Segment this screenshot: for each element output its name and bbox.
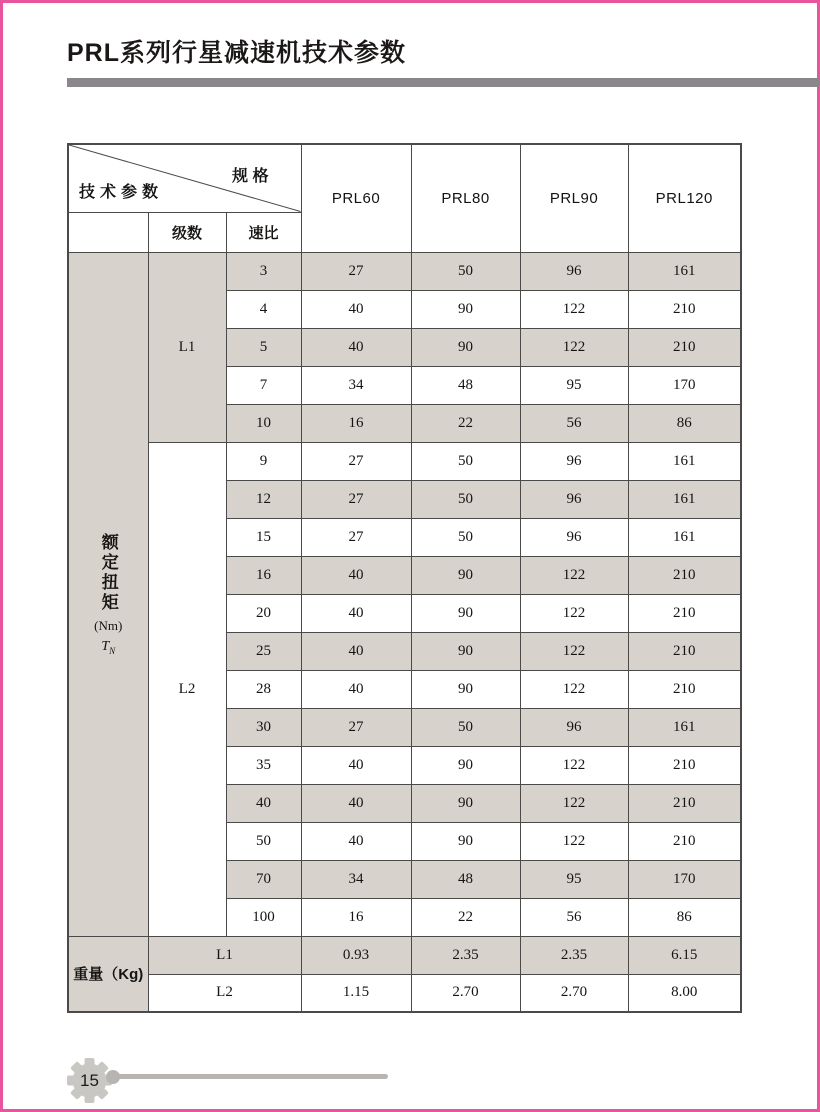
subheader-stage: 级数 — [148, 212, 226, 252]
value-cell: 22 — [411, 898, 520, 936]
column-header-prl90: PRL90 — [520, 144, 628, 252]
torque-unit: (Nm) — [94, 617, 123, 633]
value-cell: 210 — [628, 594, 741, 632]
page-title: PRL系列行星减速机技术参数 — [67, 39, 407, 67]
value-cell: 27 — [301, 480, 411, 518]
footer-rule-line — [116, 1074, 388, 1079]
weight-value-cell: 8.00 — [628, 974, 741, 1012]
ratio-cell: 70 — [226, 860, 301, 898]
value-cell: 40 — [301, 670, 411, 708]
value-cell: 90 — [411, 290, 520, 328]
weight-row — [68, 936, 741, 974]
value-cell: 50 — [411, 442, 520, 480]
value-cell: 122 — [520, 290, 628, 328]
torque-symbol-subscript: N — [109, 645, 116, 656]
value-cell: 210 — [628, 784, 741, 822]
value-cell: 210 — [628, 556, 741, 594]
value-cell: 161 — [628, 518, 741, 556]
value-cell: 40 — [301, 556, 411, 594]
ratio-cell: 12 — [226, 480, 301, 518]
column-header-prl60: PRL60 — [301, 144, 411, 252]
ratio-cell: 25 — [226, 632, 301, 670]
value-cell: 90 — [411, 746, 520, 784]
subheader-ratio: 速比 — [226, 212, 301, 252]
value-cell: 56 — [520, 898, 628, 936]
value-cell: 27 — [301, 442, 411, 480]
value-cell: 34 — [301, 860, 411, 898]
value-cell: 40 — [301, 746, 411, 784]
value-cell: 210 — [628, 746, 741, 784]
column-header-prl120: PRL120 — [628, 144, 741, 252]
value-cell: 95 — [520, 366, 628, 404]
value-cell: 96 — [520, 442, 628, 480]
table-row — [68, 442, 741, 480]
value-cell: 210 — [628, 632, 741, 670]
ratio-cell: 4 — [226, 290, 301, 328]
value-cell: 170 — [628, 860, 741, 898]
ratio-cell: 16 — [226, 556, 301, 594]
value-cell: 50 — [411, 480, 520, 518]
spec-table — [67, 143, 742, 1013]
weight-value-cell: 2.70 — [411, 974, 520, 1012]
value-cell: 122 — [520, 784, 628, 822]
title-underline-bar — [67, 78, 819, 87]
ratio-cell: 5 — [226, 328, 301, 366]
value-cell: 40 — [301, 822, 411, 860]
ratio-cell: 9 — [226, 442, 301, 480]
value-cell: 161 — [628, 442, 741, 480]
value-cell: 16 — [301, 898, 411, 936]
value-cell: 90 — [411, 784, 520, 822]
value-cell: 96 — [520, 252, 628, 290]
page-number: 15 — [80, 1070, 99, 1090]
value-cell: 161 — [628, 480, 741, 518]
value-cell: 56 — [520, 404, 628, 442]
weight-stage-cell: L2 — [148, 974, 301, 1012]
value-cell: 90 — [411, 594, 520, 632]
ratio-cell: 50 — [226, 822, 301, 860]
value-cell: 27 — [301, 252, 411, 290]
value-cell: 210 — [628, 822, 741, 860]
weight-value-cell: 2.35 — [520, 936, 628, 974]
value-cell: 122 — [520, 594, 628, 632]
ratio-cell: 3 — [226, 252, 301, 290]
value-cell: 122 — [520, 670, 628, 708]
value-cell: 27 — [301, 518, 411, 556]
value-cell: 40 — [301, 784, 411, 822]
value-cell: 122 — [520, 328, 628, 366]
value-cell: 90 — [411, 328, 520, 366]
value-cell: 95 — [520, 860, 628, 898]
value-cell: 48 — [411, 366, 520, 404]
value-cell: 210 — [628, 290, 741, 328]
corner-label-param: 技术参数 — [79, 183, 164, 201]
weight-value-cell: 2.35 — [411, 936, 520, 974]
value-cell: 90 — [411, 556, 520, 594]
column-header-prl80: PRL80 — [411, 144, 520, 252]
ratio-cell: 10 — [226, 404, 301, 442]
value-cell: 122 — [520, 556, 628, 594]
value-cell: 86 — [628, 404, 741, 442]
ratio-cell: 40 — [226, 784, 301, 822]
value-cell: 40 — [301, 290, 411, 328]
weight-value-cell: 1.15 — [301, 974, 411, 1012]
value-cell: 96 — [520, 480, 628, 518]
value-cell: 86 — [628, 898, 741, 936]
value-cell: 90 — [411, 632, 520, 670]
value-cell: 50 — [411, 252, 520, 290]
header-row-1 — [68, 144, 741, 212]
value-cell: 50 — [411, 518, 520, 556]
blank-header-cell — [68, 212, 148, 252]
value-cell: 48 — [411, 860, 520, 898]
torque-label: 额定扭矩 — [98, 532, 118, 613]
stage-cell-l2: L2 — [148, 442, 226, 936]
value-cell: 16 — [301, 404, 411, 442]
value-cell: 40 — [301, 632, 411, 670]
weight-value-cell: 0.93 — [301, 936, 411, 974]
ratio-cell: 15 — [226, 518, 301, 556]
value-cell: 40 — [301, 594, 411, 632]
torque-symbol — [101, 639, 115, 656]
value-cell: 96 — [520, 518, 628, 556]
value-cell: 210 — [628, 670, 741, 708]
table-row — [68, 252, 741, 290]
value-cell: 122 — [520, 746, 628, 784]
corner-label-spec: 规 格 — [232, 168, 269, 185]
value-cell: 90 — [411, 822, 520, 860]
ratio-cell: 7 — [226, 366, 301, 404]
value-cell: 170 — [628, 366, 741, 404]
value-cell: 161 — [628, 252, 741, 290]
ratio-cell: 30 — [226, 708, 301, 746]
weight-row — [68, 974, 741, 1012]
value-cell: 90 — [411, 670, 520, 708]
value-cell: 96 — [520, 708, 628, 746]
value-cell: 122 — [520, 822, 628, 860]
value-cell: 122 — [520, 632, 628, 670]
torque-symbol-letter: T — [101, 638, 110, 654]
ratio-cell: 35 — [226, 746, 301, 784]
ratio-cell: 20 — [226, 594, 301, 632]
value-cell: 40 — [301, 328, 411, 366]
weight-value-cell: 6.15 — [628, 936, 741, 974]
weight-stage-cell: L1 — [148, 936, 301, 974]
value-cell: 161 — [628, 708, 741, 746]
table-corner-cell — [68, 144, 301, 212]
ratio-cell: 28 — [226, 670, 301, 708]
value-cell: 34 — [301, 366, 411, 404]
torque-label-wrap — [69, 533, 148, 656]
value-cell: 210 — [628, 328, 741, 366]
value-cell: 50 — [411, 708, 520, 746]
value-cell: 22 — [411, 404, 520, 442]
stage-cell-l1: L1 — [148, 252, 226, 442]
torque-label-cell — [68, 252, 148, 936]
ratio-cell: 100 — [226, 898, 301, 936]
value-cell: 27 — [301, 708, 411, 746]
weight-value-cell: 2.70 — [520, 974, 628, 1012]
weight-label-cell: 重量（Kg) — [68, 936, 148, 1012]
